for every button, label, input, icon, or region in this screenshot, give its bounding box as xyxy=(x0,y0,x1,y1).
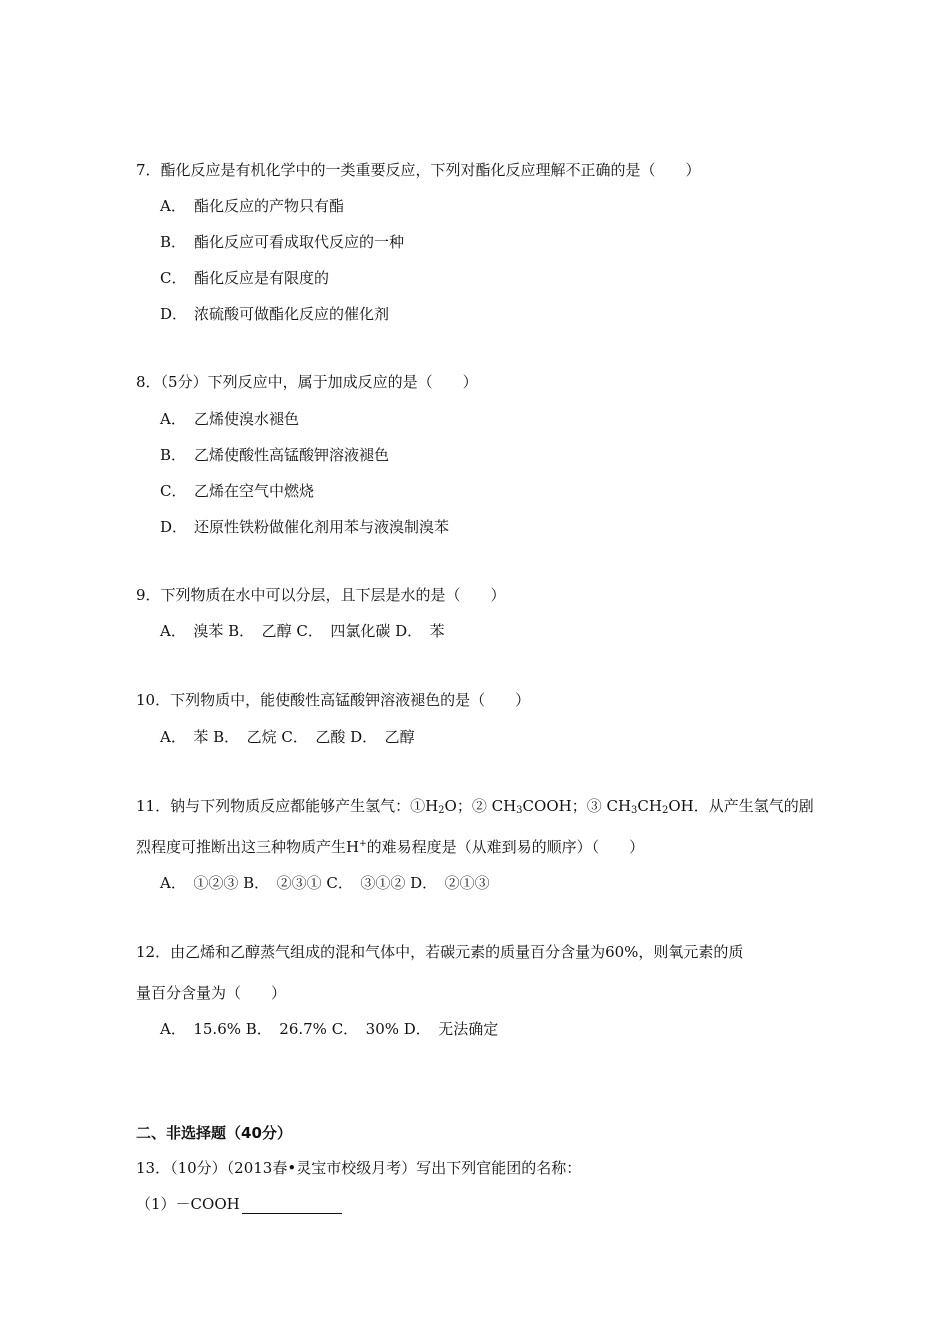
text-run: OH．从产生氢气的剧 xyxy=(668,797,814,815)
q7-stem: 7．酯化反应是有机化学中的一类重要反应，下列对酯化反应理解不正确的是（ ） xyxy=(136,161,701,179)
text-run: O；② CH xyxy=(444,797,517,815)
q13-item-1 xyxy=(136,1194,342,1214)
option-text: 酯化反应的产物只有酯 xyxy=(194,197,345,215)
option-text: 乙烯在空气中燃烧 xyxy=(194,482,315,500)
subscript: 2 xyxy=(661,805,669,816)
option-label: D． xyxy=(160,518,188,536)
q12-stem-line1: 12．由乙烯和乙醇蒸气组成的混和气体中，若碳元素的质量百分含量为60%，则氧元素的质 xyxy=(136,943,744,961)
q12-options: A． 15.6% B． 26.7% C． 30% D． 无法确定 xyxy=(160,1020,499,1038)
item-text: （1）－COOH xyxy=(136,1195,240,1213)
option-text: 酯化反应可看成取代反应的一种 xyxy=(194,233,405,251)
q11-stem-line2 xyxy=(136,837,644,857)
option-label: C． xyxy=(160,482,187,500)
text-run: CH xyxy=(637,797,662,815)
option-text: 乙烯使酸性高锰酸钾溶液褪色 xyxy=(194,446,390,464)
subscript: 3 xyxy=(631,805,638,816)
subscript: 2 xyxy=(438,805,445,816)
option-text: 浓硫酸可做酯化反应的催化剂 xyxy=(194,305,390,323)
q7-option-a xyxy=(160,196,344,216)
q8-option-b xyxy=(160,445,389,465)
superscript: + xyxy=(359,839,367,849)
q8-option-d xyxy=(160,517,449,537)
q7-option-c xyxy=(160,268,329,288)
text-run: 11．钠与下列物质反应都能够产生氢气：①H xyxy=(136,797,439,815)
text-run: 的难易程度是（从难到易的顺序）（ ） xyxy=(366,838,645,856)
q9-options: A． 溴苯 B． 乙醇 C． 四氯化碳 D． 苯 xyxy=(160,622,445,640)
q7-option-d xyxy=(160,304,389,324)
option-label: B． xyxy=(160,233,187,251)
section-title: 二、非选择题（40分） xyxy=(136,1124,292,1142)
q8-stem: 8．（5分）下列反应中，属于加成反应的是（ ） xyxy=(136,373,478,391)
q7-option-b xyxy=(160,232,404,252)
option-text: 乙烯使溴水褪色 xyxy=(194,410,300,428)
option-label: A． xyxy=(160,410,186,428)
subscript: 3 xyxy=(516,805,523,816)
text-run: COOH；③ CH xyxy=(522,797,632,815)
q10-stem: 10．下列物质中，能使酸性高锰酸钾溶液褪色的是（ ） xyxy=(136,691,531,709)
q12-stem-line2: 量百分含量为（ ） xyxy=(136,984,287,1002)
option-label: D． xyxy=(160,305,188,323)
q9-stem: 9．下列物质在水中可以分层，且下层是水的是（ ） xyxy=(136,586,506,604)
option-label: C． xyxy=(160,269,187,287)
option-text: 还原性铁粉做催化剂用苯与液溴制溴苯 xyxy=(194,518,450,536)
option-label: A． xyxy=(160,197,186,215)
text-run: 烈程度可推断出这三种物质产生H xyxy=(136,838,360,856)
q10-options: A． 苯 B． 乙烷 C． 乙酸 D． 乙醇 xyxy=(160,728,415,746)
option-label: B． xyxy=(160,446,187,464)
answer-blank[interactable] xyxy=(242,1197,342,1214)
q8-option-a xyxy=(160,409,299,429)
q11-options: A． ①②③ B． ②③① C． ③①② D． ②①③ xyxy=(160,874,490,892)
q11-stem-line1 xyxy=(136,796,814,816)
q13-stem: 13．（10分）（2013春•灵宝市校级月考）写出下列官能团的名称： xyxy=(136,1159,582,1177)
option-text: 酯化反应是有限度的 xyxy=(194,269,330,287)
q8-option-c xyxy=(160,481,314,501)
